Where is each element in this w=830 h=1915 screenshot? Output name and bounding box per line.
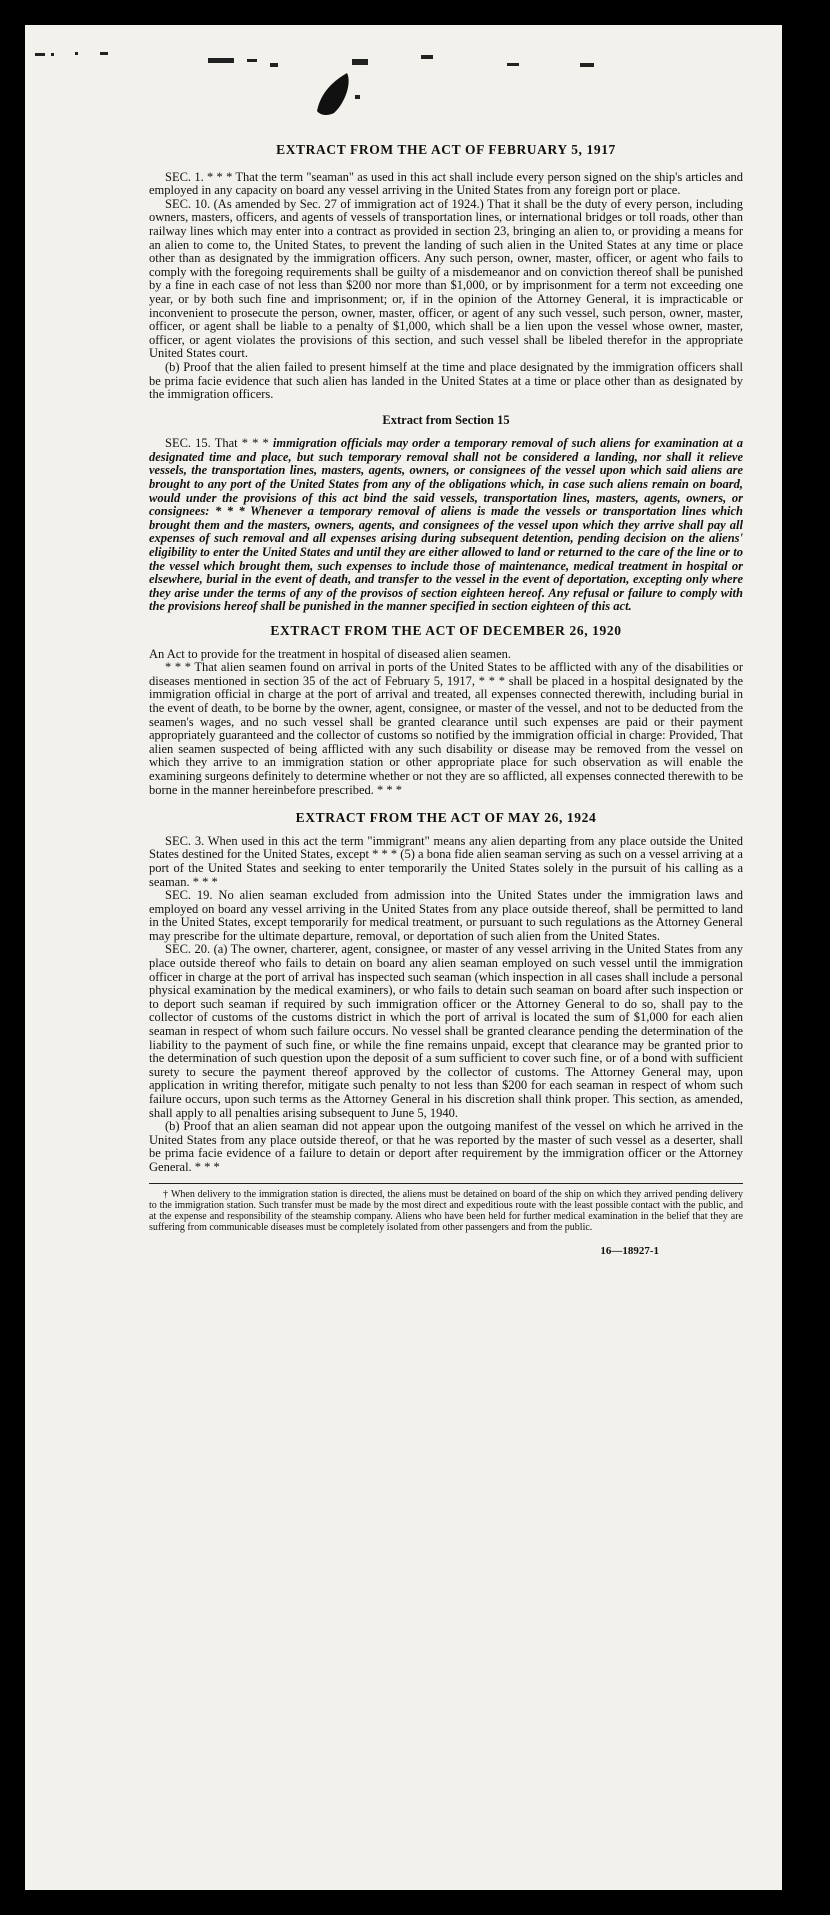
para-act-title-1920: An Act to provide for the treatment in hospital of diseased alien seamen. — [149, 646, 512, 661]
sec-15-lead: SEC. 15. That * * * — [165, 436, 273, 451]
heading-act-1917: EXTRACT FROM THE ACT OF FEBRUARY 5, 1917 — [276, 142, 616, 157]
para-sec-10-b: (b) Proof that the alien failed to present himself at the time and place designated by the immigration officers shall be prima facie evidence that such alien has landed in the United States at a time or place other than as designated by the immigration officers. — [149, 359, 743, 402]
form-number: 16—18927-1 — [600, 1245, 659, 1258]
heading-act-1920: EXTRACT FROM THE ACT OF DECEMBER 26, 1920 — [270, 623, 622, 638]
para-sec-10: SEC. 10. (As amended by Sec. 27 of immigration act of 1924.) That it shall be the duty of every person, including owners, masters, officers, and agents of vessels of transportation lines, or international bridges or toll roads, other than railway lines which may enter into a contract as provided in section 23, bringing an alien to, or providing a means for an alien to come to, the United States, to prevent the landing of such alien in the United States at any time or place other than as designated by the immigration officers. Any such person, owner, master, officer, or agent who fails to comply with the foregoing requirements shall be guilty of a misdemeanor and on conviction thereof shall be punished by a fine in each case of not less than $200 nor more than $1,000, or by imprisonment for a term not exceeding one year, or by both such fine and imprisonment; or, if in the opinion of the Attorney General, it is impracticable or inconvenient to prosecute the person, owner, master, officer, or agent of any such vessel, such person, owner, master, officer, or agent shall be liable to a penalty of $1,000, which shall be a lien upon the vessel whose owner, master, officer, or agent violates the provisions of this section, and such vessel shall be libeled therefor in the appropriate United States court. — [149, 196, 743, 361]
para-sec-20-a: SEC. 20. (a) The owner, charterer, agent, consignee, or master of any vessel arriving in the United States from any place outside thereof who fails to detain on board any alien seaman employed on such vessel until the immigration officer in charge at the port of arrival has inspected such seaman (which inspection in all cases shall include a personal physical examination by the medical examiners), or who fails to detain such seaman on board after such inspection or to deport such seaman if required by such immigration officer or the Attorney General to do so, shall pay to the collector of customs of the customs district in which the port of arrival is located the sum of $1,000 for each alien seaman in respect of whom such failure occurs. No vessel shall be granted clearance pending the determination of the liability to the payment of such fine, or while the fine remains unpaid, except that clearance may be granted prior to the determination of such question upon the deposit of a sum sufficient to cover such fine, or of a bond with sufficient surety to secure the payment thereof approved by the collector of customs. The Attorney General may, upon application in writing therefor, mitigate such penalty to not less than $200 for each seaman in respect of whom such failure occurs, upon such terms as the Attorney General in his discretion shall think proper. This section, as amended, shall apply to all penalties arising subsequent to June 5, 1940. — [149, 942, 743, 1120]
footnote: † When delivery to the immigration station is directed, the aliens must be detained on board of the ship on which they arrived pending delivery to the immigration station. Such transfer must be made by the most direct and expeditious route with the least possible contact with the public, and at the expense and responsibility of the steamship company. Aliens who have been held for further medical examination in the belief that they are suffering from communicable diseases must be completely isolated from other passengers and from the public. — [149, 1188, 743, 1234]
heading-act-1924: EXTRACT FROM THE ACT OF MAY 26, 1924 — [295, 810, 597, 826]
para-sec-15 — [149, 437, 743, 614]
para-sec-1: SEC. 1. * * * That the term "seaman" as used in this act shall include every person signed on the ship's articles and employed in any capacity on board any vessel arriving in the United States from any foreign port or place. — [149, 169, 743, 198]
para-1920-body: * * * That alien seamen found on arrival in ports of the United States to be afflicted with any of the disabilities or diseases mentioned in section 35 of the act of February 5, 1917, * * * shall be placed in a hospital designated by the immigration official in charge at the port of arrival and treated, all expenses connected therewith, including burial in the event of death, to be borne by the owner, agent, consignee, or master of the vessel, and not to be deducted from the seamen's wages, and no such vessel shall be granted clearance until such expenses are paid or their payment appropriately guaranteed and the collector of customs so notified by the immigration official in charge: Provided, That alien seamen suspected of being afflicted with any such disability or disease may be removed from the vessel on which they arrive to an immigration station or other appropriate place for such observation as will enable the examining surgeons definitely to determine whether or not they are so afflicted, all expenses connected therewith to be borne in the manner hereinbefore prescribed. * * * — [149, 660, 743, 797]
sec-15-italic-text: immigration officials may order a temporary removal of such aliens for examination at a designated time and place, but such temporary removal shall not be considered a landing, nor shall it relieve vessels, the transportation lines, masters, agents, owners, or consignees of the vessel upon which said aliens are brought to any port of the United States from any of the obligations which, in case such aliens remain on board, would under the provisions of this act bind the said vessels, transportation lines, masters, agents, owners, or consignees: * * * Whenever a temporary removal of aliens is made the vessels or transportation lines which brought them and the masters, owners, agents, and consignees of the vessel upon which they arrive shall pay all expenses of such removal and all expenses arising during subsequent detention, pending decision on the aliens' eligibility to enter the United States and until they are either allowed to land or returned to the care of the line or to the vessel which brought them, such expenses to include those of maintenance, medical treatment in hospital or elsewhere, burial in the event of death, and transfer to the vessel in the event of deportation, excepting only where they arise under the terms of any of the provisos of section eighteen hereof. Any refusal or failure to comply with the provisions hereof shall be punished in the manner specified in section eighteen of this act. — [149, 436, 744, 614]
heading-section-15: Extract from Section 15 — [382, 412, 510, 427]
para-sec-20-b: (b) Proof that an alien seaman did not appear upon the outgoing manifest of the vessel on which he arrived in the United States from any place outside thereof, or that he was reported by the master of such vessel as a deserter, shall be prima facie evidence of a failure to detain or deport after requirement by the immigration officer or the Attorney General. * * * — [149, 1119, 743, 1174]
punch-hole-marks — [25, 25, 782, 145]
para-sec-19: SEC. 19. No alien seaman excluded from admission into the United States under the immigration laws and employed on board any vessel arriving in the United States from any place outside thereof, shall be permitted to land in the United States, except temporarily for medical treatment, or pursuant to such regulations as the Attorney General may prescribe for the ultimate departure, removal, or deportation of such alien from the United States. — [149, 888, 743, 943]
document-body — [149, 143, 743, 1259]
para-sec-3: SEC. 3. When used in this act the term "immigrant" means any alien departing from any place outside the United States destined for the United States, except * * * (5) a bona fide alien seaman serving as such on a vessel arriving at a port of the United States and seeking to enter temporarily the United States solely in the pursuit of his calling as a seaman. * * * — [149, 833, 743, 889]
document-page — [25, 25, 782, 1890]
